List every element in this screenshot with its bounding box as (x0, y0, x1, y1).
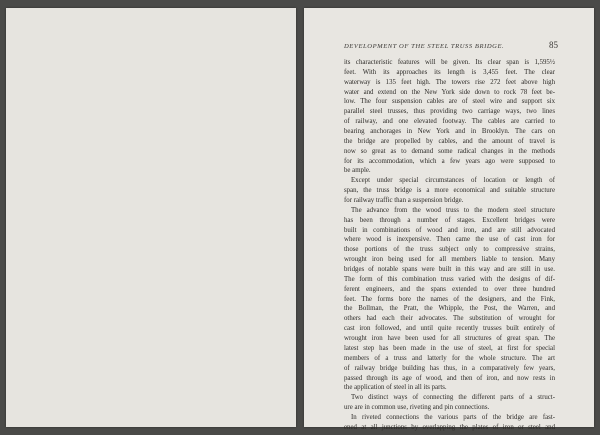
right-page (304, 8, 594, 431)
text-line: ure are in common use, riveting and pin connections. (344, 404, 490, 412)
text-line: now so great as to demand some radical changes in the methods (344, 147, 555, 155)
text-line: In riveted connections the various parts of the bridge are fast- (351, 413, 555, 421)
text-line: be ample. (344, 167, 371, 175)
text-line: those portions of the truss subject only to compressive strains, (344, 246, 555, 254)
text-line: its characteristic features will be given. Its clear span is 1,595½ (344, 59, 555, 66)
text-line: the Bollman, the Pratt, the Whipple, the Post, the Warren, and (344, 305, 555, 313)
text-line: bridges of notable spans were built in this way and are still in use. (344, 266, 555, 274)
text-line: cast iron followed, and until quite recently trusses built entirely of (344, 325, 555, 333)
text-line: latest step has been made in the use of steel, at first for special (344, 344, 555, 352)
left-page-blank (6, 8, 296, 427)
text-line: where wood is inexpensive. Then came the use of cast iron for (344, 236, 555, 244)
running-title: DEVELOPMENT OF THE STEEL TRUSS BRIDGE. (344, 43, 505, 50)
text-line: for its accommodation, which a few years ago were supposed to (344, 157, 555, 165)
text-line: has been through a number of stages. Excellent bridges were (344, 216, 555, 224)
text-line: of railway bridge building has thus, in a comparatively few years, (344, 364, 555, 372)
text-line: the application of steel in all its parts. (344, 384, 447, 392)
text-line: others had each their advocates. The substitution of wrought for (344, 315, 555, 323)
text-line: parallel steel trusses, thus providing two carriage ways, two lines (344, 108, 555, 116)
text-line: Except under special circumstances of location or length of (351, 177, 555, 185)
text-line: wrought iron being used for all members liable to tension. Many (344, 256, 555, 264)
body-text (344, 58, 555, 433)
running-head (344, 40, 558, 50)
text-line: water and extend on the New York side down to rock 78 feet be- (344, 88, 555, 96)
text-line: ferent engineers, and the spans extended to over three hundred (344, 285, 555, 293)
text-line: for railway traffic than a suspension bridge. (344, 197, 464, 205)
page-number: 85 (549, 40, 558, 50)
text-line: feet. With its approaches its length is 3,455 feet. The clear (344, 68, 555, 76)
text-line: members of a truss and latterly for the whole structure. The art (344, 354, 555, 362)
text-line: waterway is 135 feet high. The towers rise 272 feet above high (344, 78, 555, 86)
text-line: The advance from the wood truss to the modern steel structure (351, 206, 555, 214)
text-line: span, the truss bridge is a more economical and suitable structure (344, 187, 555, 195)
text-line: Two distinct ways of connecting the different parts of a struct- (351, 394, 555, 402)
text-line: feet. The forms bore the names of the designers, and the Fink, (344, 295, 555, 303)
text-line: the bridge are propelled by cables, and the amount of travel is (344, 137, 555, 145)
text-line: bearing anchorages in New York and in Brooklyn. The cars on (344, 128, 555, 136)
text-line: passed through its age of wood, and then of iron, and now rests in (344, 374, 555, 382)
text-line: wrought iron have been used for all structures of great span. The (344, 335, 555, 343)
text-line: low. The four suspension cables are of steel wire and support six (344, 98, 555, 106)
text-line: of railway, and one elevated footway. The cables are carried to (344, 118, 555, 126)
text-line: The form of this combination truss varied with the designs of dif- (344, 275, 555, 283)
text-line: ened at all junctions by overlapping the plates of iron or steel and (344, 423, 555, 431)
text-line: built in combinations of wood and iron, and are still advocated (344, 226, 555, 234)
